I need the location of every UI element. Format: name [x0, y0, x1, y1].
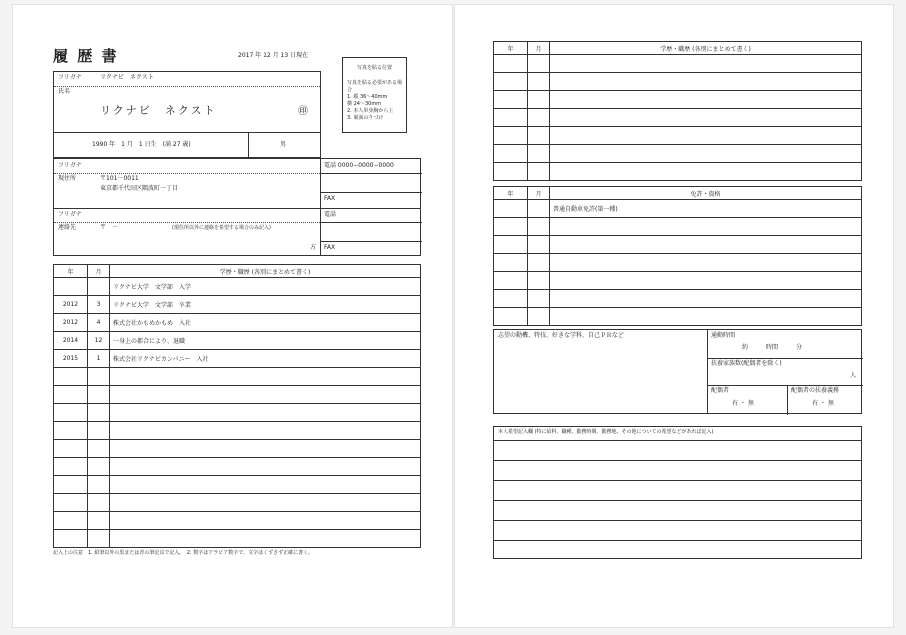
year-cell[interactable]: 2015: [54, 350, 88, 368]
content-cell[interactable]: [110, 386, 421, 404]
history-row: [54, 476, 421, 494]
content-cell[interactable]: [550, 236, 862, 254]
year-cell[interactable]: [494, 91, 528, 109]
history-row: [494, 127, 862, 145]
year-cell[interactable]: [54, 458, 88, 476]
content-cell[interactable]: [110, 530, 421, 548]
month-cell[interactable]: [88, 440, 110, 458]
license-row: [494, 308, 862, 326]
year-cell[interactable]: [54, 512, 88, 530]
wishes-label: 本人希望記入欄 (特に給料、職種、勤務時間、勤務地、その他についての希望などがあれば記入): [498, 429, 714, 435]
content-cell[interactable]: [550, 55, 862, 73]
year-cell[interactable]: [494, 163, 528, 181]
content-cell[interactable]: 株式会社リクナビカンパニー 入社: [110, 350, 421, 368]
year-cell[interactable]: [54, 530, 88, 548]
fax2-label: FAX: [324, 244, 336, 251]
commute-label: 通勤時間: [711, 332, 736, 339]
month-cell[interactable]: [528, 163, 550, 181]
history-content-header: 学歴・職歴 (各別にまとめて書く): [550, 42, 862, 55]
year-cell[interactable]: [494, 200, 528, 218]
month-cell[interactable]: [88, 494, 110, 512]
history-row: [54, 296, 421, 314]
month-cell[interactable]: [528, 200, 550, 218]
year-cell[interactable]: 2012: [54, 296, 88, 314]
history-row: [494, 109, 862, 127]
photo-box-title: 写真を貼る位置: [356, 65, 392, 71]
tel2-label: 電話: [324, 211, 337, 218]
year-cell[interactable]: [494, 290, 528, 308]
photo-instruction: 3. 裏面のりづけ: [347, 115, 384, 121]
contact-zip[interactable]: 〒 －: [100, 224, 119, 231]
license-table: [493, 186, 862, 326]
license-row: [494, 236, 862, 254]
name-label: 氏名: [58, 88, 71, 95]
history-row: [54, 386, 421, 404]
footnote: 記入上の注意 1. 鉛筆以外の黒または青の筆記具で記入。 2. 数字はアラビア数字で、文字はくずさず正確に書く。: [53, 550, 314, 556]
content-cell[interactable]: [110, 458, 421, 476]
history-row: [494, 163, 862, 181]
year-cell[interactable]: [54, 278, 88, 296]
spouse-support-label: 配偶者の扶養義務: [791, 387, 840, 394]
month-cell[interactable]: 3: [88, 296, 110, 314]
content-cell[interactable]: [110, 512, 421, 530]
license-row: [494, 200, 862, 218]
birthdate[interactable]: 1990 年 1 月 1 日生 (満 27 歳): [92, 141, 191, 148]
year-cell[interactable]: [494, 272, 528, 290]
month-cell[interactable]: [528, 308, 550, 326]
fax-label: FAX: [324, 195, 336, 202]
year-cell[interactable]: [494, 145, 528, 163]
license-header-row: [494, 187, 862, 200]
month-cell[interactable]: [528, 73, 550, 91]
year-cell[interactable]: [54, 386, 88, 404]
photo-instruction: 横 24～30mm: [347, 101, 382, 107]
year-cell[interactable]: 2012: [54, 314, 88, 332]
month-cell[interactable]: [528, 109, 550, 127]
month-cell[interactable]: [528, 145, 550, 163]
history-row: [54, 278, 421, 296]
history-row: [54, 422, 421, 440]
resume-page-right: [454, 4, 894, 628]
contact-label: 連絡先: [58, 224, 77, 231]
content-cell[interactable]: [550, 218, 862, 236]
spouse-value[interactable]: 有 ・ 無: [732, 400, 754, 407]
content-cell[interactable]: [550, 91, 862, 109]
motivation-field[interactable]: [498, 344, 703, 410]
photo-box: [342, 57, 407, 133]
month-cell[interactable]: [528, 272, 550, 290]
photo-instruction: 2. 本人単身胸から上: [347, 108, 394, 114]
history-row: [54, 314, 421, 332]
address-furigana-label: フリガナ: [58, 162, 82, 169]
history-row: [54, 530, 421, 548]
month-cell[interactable]: [528, 290, 550, 308]
content-cell[interactable]: [110, 476, 421, 494]
contact-suffix: 方: [310, 244, 317, 251]
wishes-block: [493, 426, 862, 559]
content-cell[interactable]: 一身上の都合により、退職: [110, 332, 421, 350]
year-cell[interactable]: [494, 308, 528, 326]
document-title: 履 歴 書: [53, 47, 119, 65]
content-cell[interactable]: [110, 368, 421, 386]
history-row: [54, 332, 421, 350]
month-cell[interactable]: 4: [88, 314, 110, 332]
seal-icon: ㊞: [298, 106, 308, 117]
month-cell[interactable]: 1: [88, 350, 110, 368]
license-row: [494, 254, 862, 272]
history-row: [54, 368, 421, 386]
tel-label[interactable]: 電話 0000−0000−0000: [324, 162, 394, 169]
month-cell[interactable]: [88, 368, 110, 386]
year-cell[interactable]: [54, 494, 88, 512]
history-row: [54, 458, 421, 476]
month-cell[interactable]: [528, 254, 550, 272]
year-header: 年: [494, 187, 528, 200]
year-cell[interactable]: [494, 73, 528, 91]
furigana-label: フリガナ: [58, 74, 82, 81]
content-cell[interactable]: 株式会社かもめかもめ 入社: [110, 314, 421, 332]
history-table-continued: [493, 41, 862, 181]
content-cell[interactable]: [550, 127, 862, 145]
dependents-label: 扶養家族数(配偶者を除く): [711, 360, 782, 367]
name-block: [53, 71, 321, 133]
photo-instruction: 1. 縦 36～40mm: [347, 94, 388, 100]
content-cell[interactable]: [550, 163, 862, 181]
content-cell[interactable]: リクナビ大学 文学部 入学: [110, 278, 421, 296]
history-row: [494, 73, 862, 91]
spouse-support-value[interactable]: 有 ・ 無: [812, 400, 834, 407]
month-cell[interactable]: [88, 458, 110, 476]
date-current: 2017 年 12 月 13 日現在: [238, 52, 309, 59]
name-value[interactable]: リクナビ ネクスト: [100, 104, 217, 117]
year-cell[interactable]: [54, 476, 88, 494]
year-cell[interactable]: [54, 404, 88, 422]
month-cell[interactable]: [528, 218, 550, 236]
address-block: [53, 158, 421, 256]
month-header: 月: [88, 265, 110, 278]
year-cell[interactable]: [494, 109, 528, 127]
history-header-row: [54, 265, 421, 278]
month-cell[interactable]: [528, 91, 550, 109]
commute-value[interactable]: 約 時間 分: [742, 344, 803, 351]
year-cell[interactable]: 2014: [54, 332, 88, 350]
content-cell[interactable]: [550, 73, 862, 91]
content-cell[interactable]: [550, 308, 862, 326]
contact-furigana-label: フリガナ: [58, 211, 82, 218]
content-cell[interactable]: [110, 494, 421, 512]
gender[interactable]: 男: [280, 141, 287, 148]
license-row: [494, 290, 862, 308]
history-row: [54, 494, 421, 512]
content-cell[interactable]: [110, 422, 421, 440]
history-row: [54, 512, 421, 530]
content-cell[interactable]: [550, 254, 862, 272]
birth-row: [53, 132, 321, 158]
license-content-header: 免許・資格: [550, 187, 862, 200]
wishes-field[interactable]: [496, 442, 860, 558]
history-row: [494, 91, 862, 109]
address-zip[interactable]: 〒101－0011: [100, 175, 139, 182]
month-cell[interactable]: [528, 236, 550, 254]
history-row: [54, 350, 421, 368]
history-content-header: 学歴・職歴 (各別にまとめて書く): [110, 265, 421, 278]
month-cell[interactable]: [528, 127, 550, 145]
address-label: 現住所: [58, 175, 77, 182]
furigana-value[interactable]: リクナビ ネクスト: [100, 74, 154, 81]
year-cell[interactable]: [494, 55, 528, 73]
photo-instruction: 写真を貼る必要がある場合: [347, 80, 403, 93]
year-header: 年: [494, 42, 528, 55]
month-cell[interactable]: [88, 422, 110, 440]
license-row: [494, 272, 862, 290]
month-cell[interactable]: [528, 55, 550, 73]
dependents-unit: 人: [850, 372, 857, 379]
history-header-row: [494, 42, 862, 55]
history-row: [494, 55, 862, 73]
content-cell[interactable]: [550, 145, 862, 163]
resume-page-left: [12, 4, 453, 628]
month-header: 月: [528, 187, 550, 200]
month-header: 月: [528, 42, 550, 55]
month-cell[interactable]: [88, 404, 110, 422]
history-row: [54, 404, 421, 422]
month-cell[interactable]: [88, 476, 110, 494]
year-cell[interactable]: [494, 218, 528, 236]
year-header: 年: [54, 265, 88, 278]
month-cell[interactable]: [88, 386, 110, 404]
year-cell[interactable]: [494, 236, 528, 254]
spouse-label: 配偶者: [711, 387, 730, 394]
content-cell[interactable]: [550, 290, 862, 308]
contact-note: (現住所以外に連絡を希望する場合のみ記入): [172, 225, 271, 231]
content-cell[interactable]: [110, 440, 421, 458]
history-row: [54, 440, 421, 458]
year-cell[interactable]: [494, 254, 528, 272]
content-cell[interactable]: [110, 404, 421, 422]
content-cell[interactable]: [550, 109, 862, 127]
year-cell[interactable]: [54, 368, 88, 386]
history-row: [494, 145, 862, 163]
motivation-block: [493, 329, 862, 414]
month-cell[interactable]: [88, 512, 110, 530]
license-row: [494, 218, 862, 236]
motivation-label: 志望の動機、特技、好きな学科、自己ＰＲなど: [498, 332, 625, 339]
content-cell[interactable]: 普通自動車免許(第一種): [550, 200, 862, 218]
address-value[interactable]: 東京都千代田区隅波町一丁目: [100, 185, 179, 192]
content-cell[interactable]: [550, 272, 862, 290]
year-cell[interactable]: [494, 127, 528, 145]
month-cell[interactable]: 12: [88, 332, 110, 350]
month-cell[interactable]: [88, 530, 110, 548]
month-cell[interactable]: [88, 278, 110, 296]
year-cell[interactable]: [54, 422, 88, 440]
year-cell[interactable]: [54, 440, 88, 458]
content-cell[interactable]: リクナビ大学 文学部 卒業: [110, 296, 421, 314]
history-table: [53, 264, 421, 548]
